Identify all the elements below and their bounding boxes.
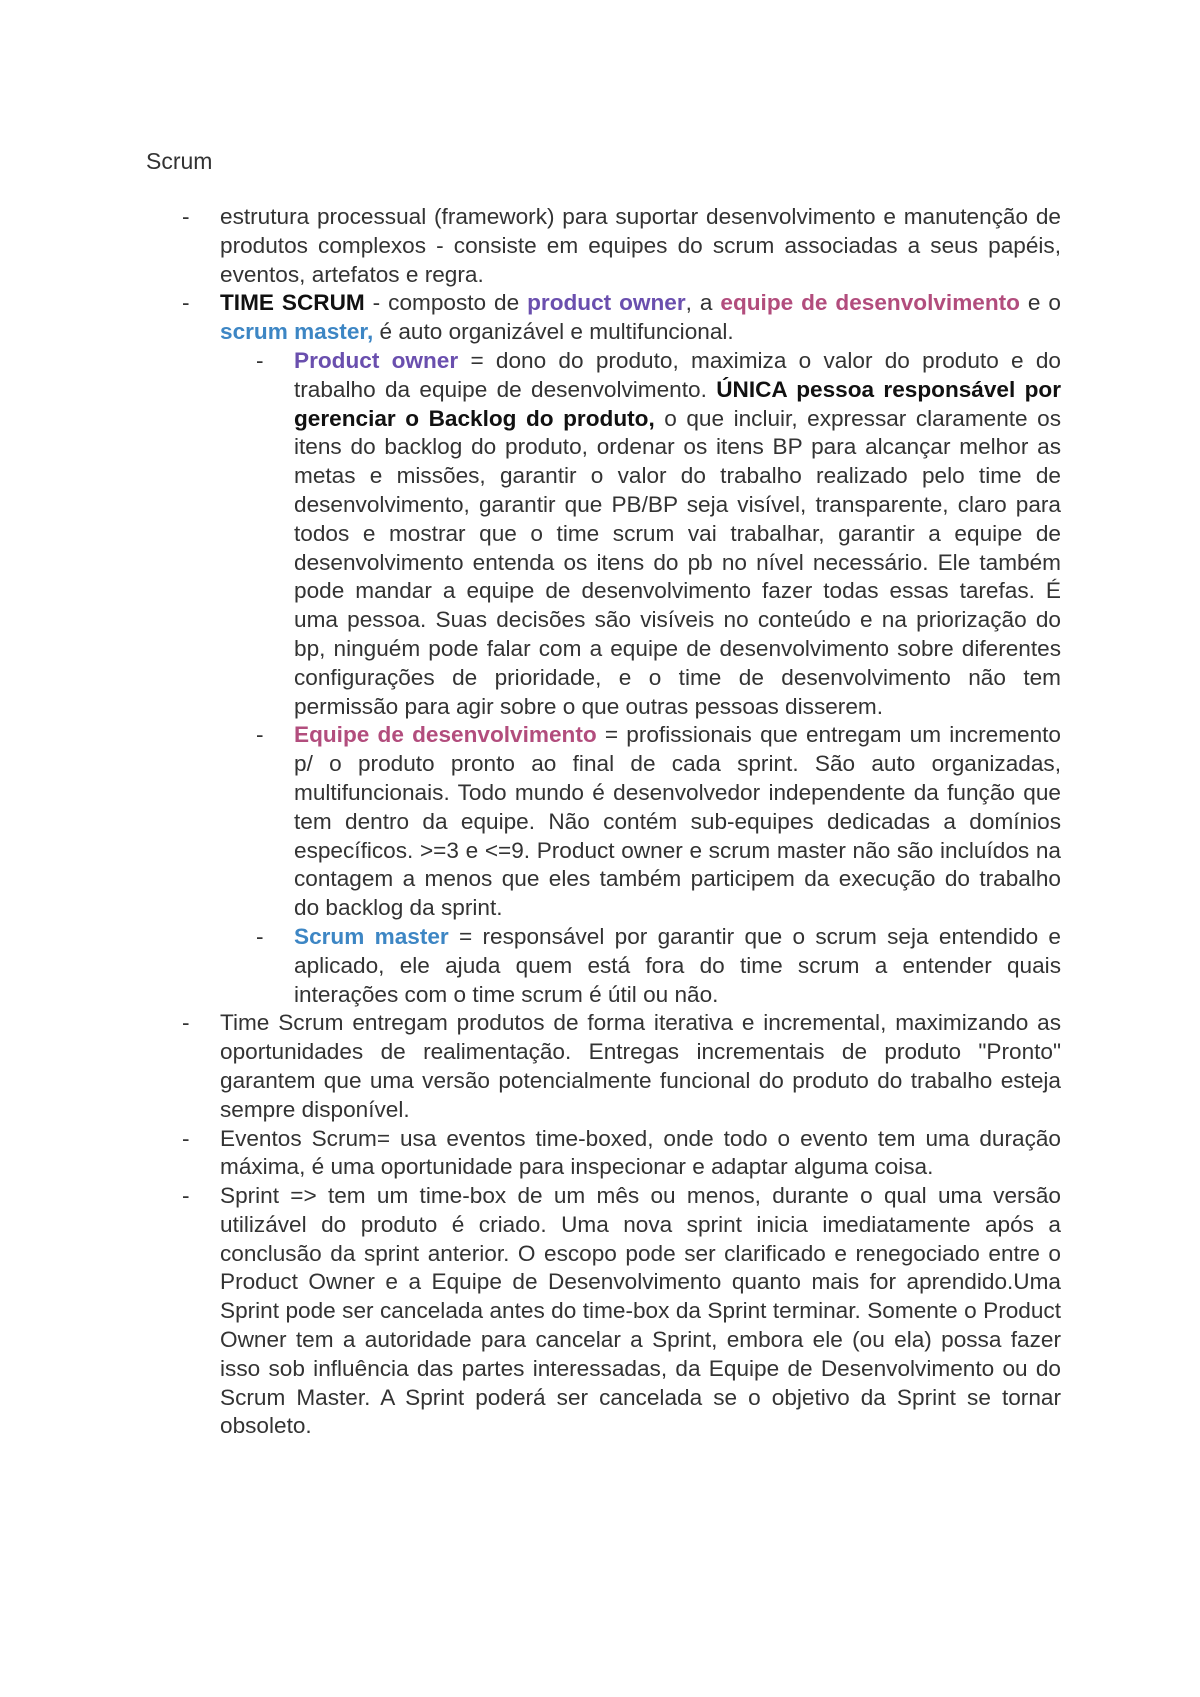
list-item-time-scrum	[146, 289, 1061, 1009]
bullet-dash: -	[256, 923, 264, 949]
main-list	[146, 203, 1061, 1441]
product-owner-text-2: o que incluir, expressar claramente os itens do backlog do produto, ordenar os itens BP para alcançar melhor as metas e missões, garantir o valor do trabalho realizado pelo time de desenvolvimento, garantir que PB/BP seja visível, transparente, claro para todos e mostrar que o time scrum vai trabalhar, garantir a equipe de desenvolvimento entenda os itens do pb no nível necessário. Ele também pode mandar a equipe de desenvolvimento fazer todas essas tarefas. É uma pessoa. Suas decisões são visíveis no conteúdo e na priorização do bp, ninguém pode falar com a equipe de desenvolvimento sobre diferentes configurações de prioridade, e o time de desenvolvimento não tem permissão para agir sobre o que outras pessoas disserem.	[294, 405, 1062, 719]
roles-list	[220, 347, 1061, 1009]
entregas-text: Time Scrum entregam produtos de forma iterativa e incremental, maximizando as oportunidades de realimentação. Entregas incrementais de produto "Pronto" garantem que uma versão potencialmente funcional do produto do trabalho esteja sempre disponível.	[220, 1010, 1061, 1122]
product-owner-term: product owner	[527, 290, 686, 316]
framework-text: estrutura processual (framework) para suportar desenvolvimento e manutenção de produtos complexos - consiste em equipes do scrum associadas a seus papéis, eventos, artefatos e regra.	[220, 204, 1061, 287]
bullet-dash: -	[182, 1125, 190, 1151]
bullet-dash: -	[182, 1010, 190, 1036]
product-owner-text-1: = dono do produto, maximiza o valor do produto e do trabalho da equipe de desenvolvimento.	[294, 347, 1062, 402]
list-item-eventos	[146, 1125, 1061, 1183]
list-item-framework	[146, 203, 1061, 289]
time-scrum-text-3: e o	[1020, 290, 1061, 316]
sprint-text: Sprint => tem um time-box de um mês ou menos, durante o qual uma versão utilizável do produto é criado. Uma nova sprint inicia imediatamente após a conclusão da sprint anterior. O escopo pode ser clarificado e renegociado entre o Product Owner e a Equipe de Desenvolvimento quanto mais for aprendido.Uma Sprint pode ser cancelada antes do time-box da Sprint terminar. Somente o Product Owner tem a autoridade para cancelar a Sprint, embora ele (ou ela) possa fazer isso sob influência das partes interessadas, da Equipe de Desenvolvimento ou do Scrum Master. A Sprint poderá ser cancelada se o objetivo da Sprint se tornar obsoleto.	[220, 1183, 1061, 1439]
scrum-master-text: = responsável por garantir que o scrum seja entendido e aplicado, ele ajuda quem está fora do time scrum a entender quais interações com o time scrum é útil ou não.	[294, 923, 1061, 1007]
eventos-text: Eventos Scrum= usa eventos time-boxed, onde todo o evento tem uma duração máxima, é uma oportunidade para inspecionar e adaptar alguma coisa.	[220, 1125, 1061, 1180]
list-item-entregas	[146, 1009, 1061, 1124]
bullet-dash: -	[256, 722, 264, 748]
list-item-equipe	[220, 721, 1061, 923]
bullet-dash: -	[256, 347, 264, 373]
scrum-master-term: scrum master,	[220, 319, 374, 345]
product-owner-bold: ÚNICA pessoa responsável por gerenciar o Backlog do produto,	[294, 376, 1061, 431]
bullet-dash: -	[182, 204, 190, 229]
equipe-term: equipe de desenvolvimento	[720, 290, 1020, 316]
equipe-label: Equipe de desenvolvimento	[294, 722, 597, 748]
list-item-scrum-master	[220, 923, 1061, 1009]
scrum-master-label: Scrum master	[294, 923, 449, 949]
time-scrum-heading: TIME SCRUM	[220, 290, 365, 316]
time-scrum-text-2: , a	[685, 290, 721, 316]
document-body	[146, 203, 1061, 1441]
bullet-dash: -	[182, 290, 190, 316]
document-title: Scrum	[146, 148, 213, 174]
list-item-product-owner	[220, 347, 1061, 721]
equipe-text: = profissionais que entregam um incremento p/ o produto pronto ao final de cada sprint. São auto organizadas, multifuncionais. Todo mundo é desenvolvedor independente da função que tem dentro da equipe. Não contém sub-equipes dedicadas a domínios específicos. >=3 e <=9. Product owner e scrum master não são incluídos na contagem a menos que eles também participem da execução do trabalho do backlog da sprint.	[294, 722, 1061, 921]
time-scrum-text-4: é auto organizável e multifuncional.	[373, 319, 734, 345]
bullet-dash: -	[182, 1183, 190, 1209]
product-owner-label: Product owner	[294, 347, 459, 373]
list-item-sprint	[146, 1182, 1061, 1441]
time-scrum-text-1: - composto de	[364, 290, 528, 316]
